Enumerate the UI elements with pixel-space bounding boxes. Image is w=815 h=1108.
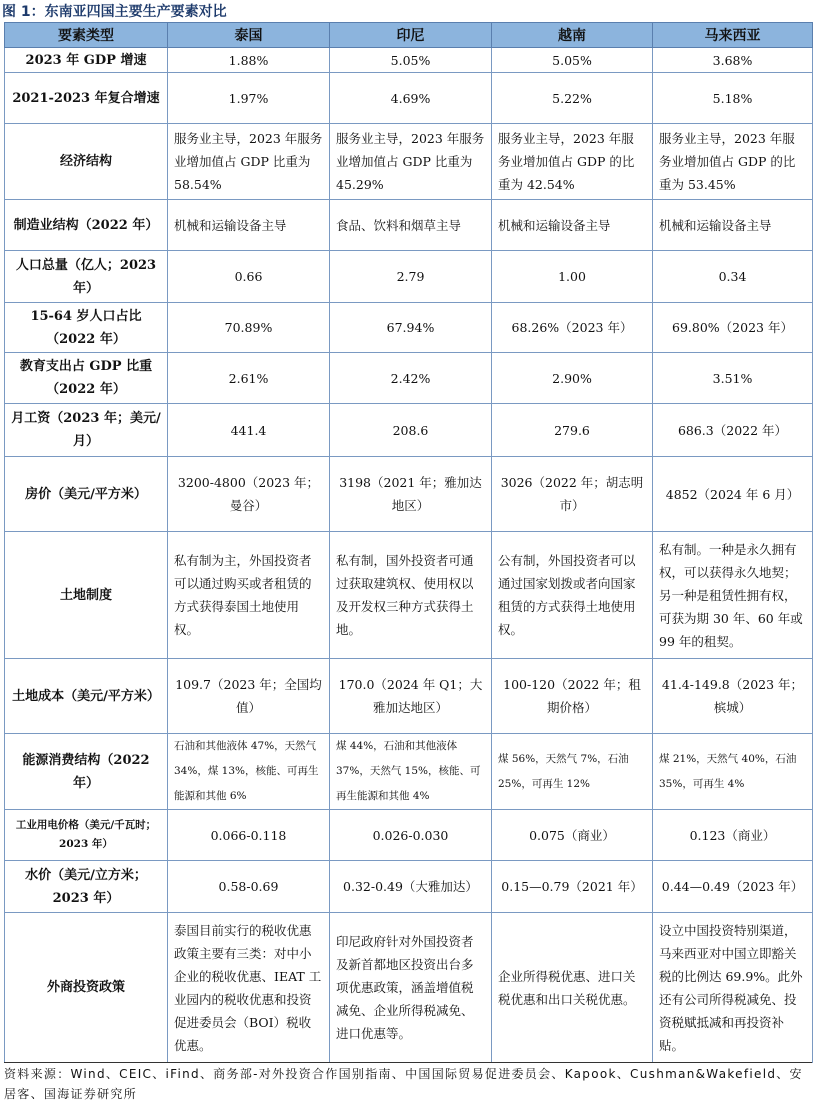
row-label: 水价（美元/立方米；2023 年） [5, 861, 168, 913]
row-label: 月工资（2023 年；美元/月） [5, 404, 168, 457]
cell-thailand: 私有制为主，外国投资者可以通过购买或者租赁的方式获得泰国土地使用权。 [168, 532, 330, 659]
header-vietnam: 越南 [492, 23, 653, 48]
cell-thailand: 0.066-0.118 [168, 810, 330, 861]
cell-malaysia: 5.18% [653, 73, 813, 124]
cell-thailand: 泰国目前实行的税收优惠政策主要有三类：对中小企业的税收优惠、IEAT 工业园内的税收优惠和投资促进委员会（BOI）税收优惠。 [168, 913, 330, 1063]
cell-malaysia: 3.51% [653, 353, 813, 404]
row-manufacturing-structure [5, 200, 813, 251]
cell-malaysia: 0.44—0.49（2023 年） [653, 861, 813, 913]
cell-vietnam: 2.90% [492, 353, 653, 404]
cell-indonesia: 煤 44%，石油和其他液体 37%，天然气 15%，核能、可再生能源和其他 4% [330, 734, 492, 810]
cell-thailand: 0.58-0.69 [168, 861, 330, 913]
row-label: 能源消费结构（2022 年） [5, 734, 168, 810]
cell-indonesia: 3198（2021 年；雅加达地区） [330, 457, 492, 532]
cell-vietnam: 5.05% [492, 48, 653, 73]
source-note: 资料来源：Wind、CEIC、iFind、商务部-对外投资合作国别指南、中国国际贸易促进委员会、Kapook、Cushman&Wakefield、安居客、国海证券研究所 [4, 1067, 803, 1101]
row-energy [5, 734, 813, 810]
cell-malaysia: 686.3（2022 年） [653, 404, 813, 457]
cell-indonesia: 0.026-0.030 [330, 810, 492, 861]
cell-indonesia: 4.69% [330, 73, 492, 124]
cell-vietnam: 企业所得税优惠、进口关税优惠和出口关税优惠。 [492, 913, 653, 1063]
cell-vietnam: 5.22% [492, 73, 653, 124]
row-label: 教育支出占 GDP 比重（2022 年） [5, 353, 168, 404]
comparison-table [4, 22, 813, 1063]
cell-vietnam: 68.26%（2023 年） [492, 303, 653, 353]
row-working-age [5, 303, 813, 353]
cell-indonesia: 170.0（2024 年 Q1；大雅加达地区） [330, 659, 492, 734]
row-population [5, 251, 813, 303]
cell-thailand: 0.66 [168, 251, 330, 303]
cell-thailand: 石油和其他液体 47%，天然气 34%，煤 13%，核能、可再生能源和其他 6% [168, 734, 330, 810]
row-label: 土地制度 [5, 532, 168, 659]
row-water [5, 861, 813, 913]
cell-indonesia: 2.79 [330, 251, 492, 303]
source-divider [4, 1062, 812, 1063]
row-cagr [5, 73, 813, 124]
cell-vietnam: 0.075（商业） [492, 810, 653, 861]
row-label: 土地成本（美元/平方米） [5, 659, 168, 734]
cell-malaysia: 机械和运输设备主导 [653, 200, 813, 251]
row-label: 2023 年 GDP 增速 [5, 48, 168, 73]
row-land-system [5, 532, 813, 659]
row-gdp-growth [5, 48, 813, 73]
row-economic-structure [5, 124, 813, 200]
cell-malaysia: 0.123（商业） [653, 810, 813, 861]
figure-title: 图 1：东南亚四国主要生产要素对比 [2, 4, 227, 20]
cell-malaysia: 服务业主导，2023 年服务业增加值占 GDP 的比重为 53.45% [653, 124, 813, 200]
header-indonesia: 印尼 [330, 23, 492, 48]
cell-vietnam: 机械和运输设备主导 [492, 200, 653, 251]
row-fdi-policy [5, 913, 813, 1063]
header-row [5, 23, 813, 48]
cell-indonesia: 67.94% [330, 303, 492, 353]
cell-thailand: 3200-4800（2023 年；曼谷） [168, 457, 330, 532]
cell-thailand: 1.88% [168, 48, 330, 73]
row-label: 房价（美元/平方米） [5, 457, 168, 532]
cell-thailand: 70.89% [168, 303, 330, 353]
row-label: 经济结构 [5, 124, 168, 200]
header-thailand: 泰国 [168, 23, 330, 48]
cell-thailand: 2.61% [168, 353, 330, 404]
row-label: 外商投资政策 [5, 913, 168, 1063]
cell-vietnam: 100-120（2022 年；租期价格） [492, 659, 653, 734]
cell-malaysia: 3.68% [653, 48, 813, 73]
cell-thailand: 机械和运输设备主导 [168, 200, 330, 251]
cell-malaysia: 煤 21%，天然气 40%，石油 35%，可再生 4% [653, 734, 813, 810]
row-electricity [5, 810, 813, 861]
cell-indonesia: 私有制，国外投资者可通过获取建筑权、使用权以及开发权三种方式获得土地。 [330, 532, 492, 659]
cell-malaysia: 4852（2024 年 6 月） [653, 457, 813, 532]
cell-vietnam: 1.00 [492, 251, 653, 303]
row-label: 15-64 岁人口占比（2022 年） [5, 303, 168, 353]
cell-indonesia: 5.05% [330, 48, 492, 73]
cell-malaysia: 69.80%（2023 年） [653, 303, 813, 353]
row-land-cost [5, 659, 813, 734]
cell-malaysia: 私有制。一种是永久拥有权，可以获得永久地契；另一种是租赁性拥有权，可获为期 30 年、60 年或 99 年的租契。 [653, 532, 813, 659]
header-malaysia: 马来西亚 [653, 23, 813, 48]
cell-thailand: 109.7（2023 年；全国均值） [168, 659, 330, 734]
cell-indonesia: 0.32-0.49（大雅加达） [330, 861, 492, 913]
cell-thailand: 1.97% [168, 73, 330, 124]
row-label: 2021-2023 年复合增速 [5, 73, 168, 124]
header-factor-type: 要素类型 [5, 23, 168, 48]
cell-vietnam: 3026（2022 年；胡志明市） [492, 457, 653, 532]
cell-indonesia: 208.6 [330, 404, 492, 457]
row-label: 工业用电价格（美元/千瓦时；2023 年） [5, 810, 168, 861]
cell-thailand: 服务业主导，2023 年服务业增加值占 GDP 比重为 58.54% [168, 124, 330, 200]
cell-malaysia: 设立中国投资特别渠道，马来西亚对中国立即豁关税的比例达 69.9%。此外还有公司所得税减免、投资税赋抵减和再投资补贴。 [653, 913, 813, 1063]
cell-vietnam: 279.6 [492, 404, 653, 457]
cell-vietnam: 0.15—0.79（2021 年） [492, 861, 653, 913]
cell-malaysia: 41.4-149.8（2023 年；槟城） [653, 659, 813, 734]
cell-vietnam: 煤 56%，天然气 7%，石油 25%，可再生 12% [492, 734, 653, 810]
row-label: 制造业结构（2022 年） [5, 200, 168, 251]
cell-indonesia: 服务业主导，2023 年服务业增加值占 GDP 比重为 45.29% [330, 124, 492, 200]
row-wage [5, 404, 813, 457]
cell-malaysia: 0.34 [653, 251, 813, 303]
cell-indonesia: 印尼政府针对外国投资者及新首都地区投资出台多项优惠政策，涵盖增值税减免、企业所得税减免、进口优惠等。 [330, 913, 492, 1063]
row-education [5, 353, 813, 404]
cell-indonesia: 食品、饮料和烟草主导 [330, 200, 492, 251]
cell-vietnam: 服务业主导，2023 年服务业增加值占 GDP 的比重为 42.54% [492, 124, 653, 200]
cell-vietnam: 公有制，外国投资者可以通过国家划拨或者向国家租赁的方式获得土地使用权。 [492, 532, 653, 659]
cell-thailand: 441.4 [168, 404, 330, 457]
row-house-price [5, 457, 813, 532]
cell-indonesia: 2.42% [330, 353, 492, 404]
row-label: 人口总量（亿人；2023 年） [5, 251, 168, 303]
